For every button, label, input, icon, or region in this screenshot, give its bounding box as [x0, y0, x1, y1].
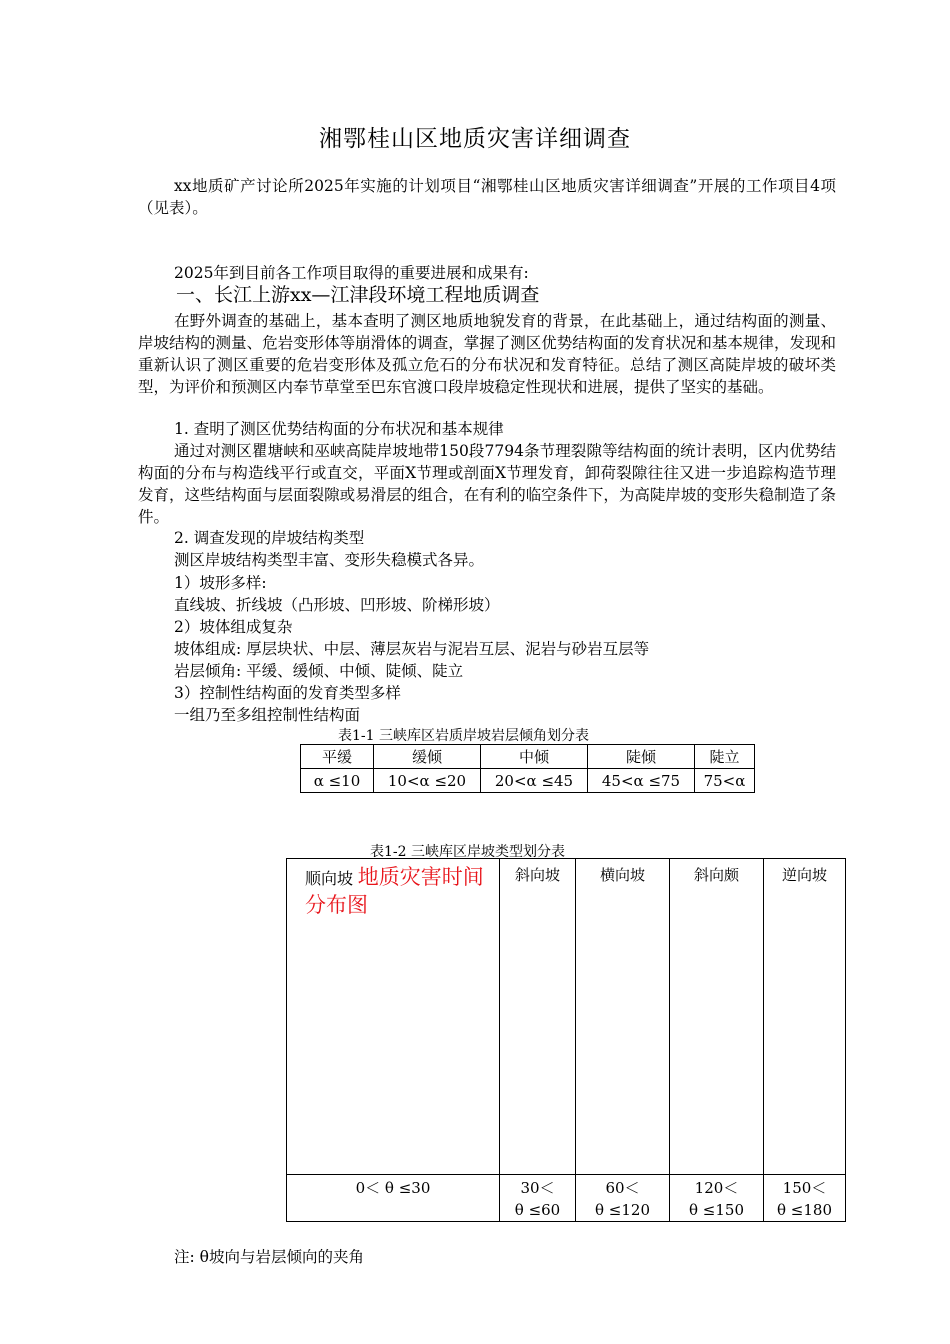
red-overlay-text: 地质灾害时间分布图	[305, 865, 484, 917]
table2-range-row	[287, 1175, 846, 1222]
table2-header-cell: 斜向颇	[670, 859, 764, 1175]
progress-intro: 2025年到目前各工作项目取得的重要进展和成果有:	[174, 264, 529, 282]
body-line: 测区岸坡结构类型丰富、变形失稳模式各异。	[174, 551, 485, 569]
table2-range-cell	[500, 1175, 576, 1222]
table2-range-cell	[287, 1175, 500, 1222]
sub-heading: 3）控制性结构面的发育类型多样	[174, 684, 401, 702]
table1-header-cell: 陡立	[695, 745, 755, 769]
range-line: 30＜	[520, 1179, 555, 1197]
range-line: 0＜ θ ≤30	[355, 1179, 431, 1197]
body-line: 坡体组成: 厚层块状、中层、薄层灰岩与泥岩互层、泥岩与砂岩互层等	[174, 640, 650, 658]
body-line: 直线坡、折线坡（凸形坡、凹形坡、阶梯形坡）	[174, 596, 500, 614]
sub-heading: 2）坡体组成复杂	[174, 618, 293, 636]
body-line: 一组乃至多组控制性结构面	[174, 706, 361, 724]
table1-header-cell: 缓倾	[374, 745, 481, 769]
table2-range-cell	[764, 1175, 846, 1222]
table2-header-row	[287, 859, 846, 1175]
range-line: θ ≤150	[689, 1201, 744, 1219]
document-title: 湘鄂桂山区地质灾害详细调查	[319, 126, 631, 152]
table1-header-cell: 中倾	[481, 745, 588, 769]
item-paragraph: 通过对测区瞿塘峡和巫峡高陡岸坡地带150段7794条节理裂隙等结构面的统计表明，区内优势结构面的分布与构造线平行或直交，平面X节理或剖面X节理发育，卸荷裂隙往往又进一步追踪构造节理发育，这些结构面与层面裂隙或易滑层的组合，在有利的临空条件下，为高陡岸坡的变形失稳制造了条件。	[138, 442, 836, 526]
range-line: θ ≤180	[777, 1201, 832, 1219]
body-line: 岩层倾角: 平缓、缓倾、中倾、陡倾、陡立	[174, 662, 464, 680]
table2-header-label: 顺向坡	[305, 869, 354, 888]
section-heading: 一、长江上游xx—江津段环境工程地质调查	[176, 284, 540, 306]
table1-header-cell: 陡倾	[588, 745, 695, 769]
table-note: 注: θ坡向与岩层倾向的夹角	[174, 1248, 364, 1266]
table2-header-cell: 逆向坡	[764, 859, 846, 1175]
section-paragraph: 在野外调查的基础上，基本查明了测区地质地貌发育的背景，在此基础上，通过结构面的测量、岸坡结构的测量、危岩变形体等崩滑体的调查，掌握了测区优势结构面的发育状况和基本规律，发现和重新认识了测区重要的危岩变形体及孤立危石的分布状况和发育特征。总结了测区高陡岸坡的破坏类型，为评价和预测区内奉节草堂至巴东官渡口段岸坡稳定性现状和进展，提供了坚实的基础。	[138, 312, 836, 396]
table1-header-row	[301, 745, 755, 769]
range-line: θ ≤120	[595, 1201, 650, 1219]
item-heading: 2. 调查发现的岸坡结构类型	[174, 529, 365, 547]
item-heading: 1. 查明了测区优势结构面的分布状况和基本规律	[174, 420, 504, 438]
table1-value-cell: 45<α ≤75	[588, 769, 695, 793]
sub-heading: 1）坡形多样:	[174, 574, 267, 592]
table2-header-cell: 斜向坡	[500, 859, 576, 1175]
table1	[300, 744, 755, 793]
table1-value-cell: α ≤10	[301, 769, 374, 793]
table1-caption: 表1-1 三峡库区岩质岸坡岩层倾角划分表	[338, 728, 589, 744]
range-line: 120＜	[694, 1179, 739, 1197]
table2-range-cell	[670, 1175, 764, 1222]
intro-paragraph: xx地质矿产讨论所2025年实施的计划项目“湘鄂桂山区地质灾害详细调查”开展的工作项目4项（见表）。	[138, 177, 836, 217]
table2-header-cell: 横向坡	[576, 859, 670, 1175]
table1-value-cell: 20<α ≤45	[481, 769, 588, 793]
table1-value-cell: 75<α	[695, 769, 755, 793]
table2	[286, 858, 846, 1222]
table2-range-cell	[576, 1175, 670, 1222]
table2-header-cell	[287, 859, 500, 1175]
range-line: 60＜	[605, 1179, 640, 1197]
range-line: 150＜	[782, 1179, 827, 1197]
table1-header-cell: 平缓	[301, 745, 374, 769]
table1-value-row	[301, 769, 755, 793]
range-line: θ ≤60	[514, 1201, 561, 1219]
table2-caption: 表1-2 三峡库区岸坡类型划分表	[370, 844, 565, 860]
table1-value-cell: 10<α ≤20	[374, 769, 481, 793]
